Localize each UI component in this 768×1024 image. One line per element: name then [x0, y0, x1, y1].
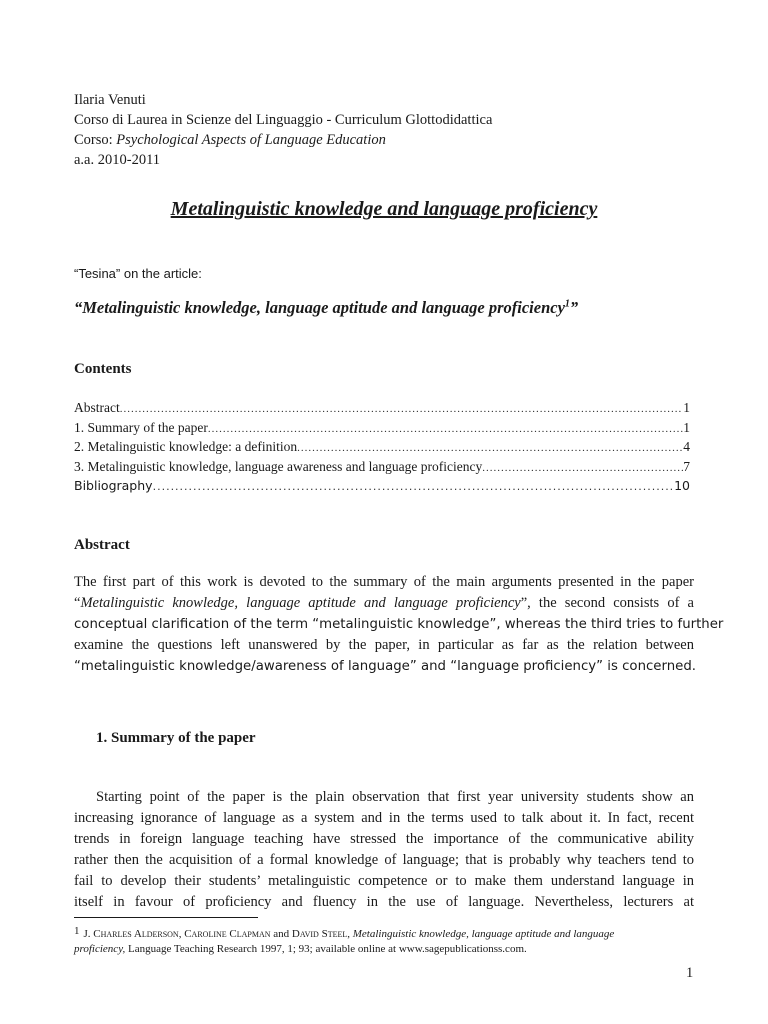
toc-leader-dots — [482, 462, 683, 474]
footnote-text: and — [270, 928, 292, 940]
toc-item — [74, 420, 690, 440]
toc-item-label: 1. Summary of the paper — [74, 419, 208, 435]
paragraph-line: increasing ignorance of language as a system and in the terms used to talk about it. In fact, recent — [74, 810, 694, 826]
corso-prefix: Corso: — [74, 132, 117, 148]
footnote-text: , — [178, 928, 185, 940]
paragraph-text: ”, the second consists of a — [520, 595, 694, 611]
paragraph-line: conceptual clarification of the term “metalinguistic knowledge”, whereas the third tries to further — [74, 617, 724, 632]
toc-item-label: Abstract — [74, 400, 120, 415]
footnote-reference: 1 — [564, 298, 570, 310]
toc-item-page: 1 — [683, 419, 690, 435]
footnote-text: , — [347, 928, 353, 940]
footnote-author: Caroline Clapman — [184, 928, 271, 940]
paragraph-line: itself in favour of proficiency and fluency in the use of language. Nevertheless, lecturers at — [74, 894, 694, 910]
paragraph-line: fail to develop their students’ metalinguistic competence or to make them understand language in — [74, 873, 694, 889]
contents-heading: Contents — [74, 361, 132, 377]
toc-item-label: 2. Metalinguistic knowledge: a definition — [74, 439, 298, 454]
tesina-line: “Tesina” on the article: — [74, 266, 202, 281]
academic-year: a.a. 2010-2011 — [74, 152, 161, 168]
footnote-text: Language Teaching Research 1997, 1; 93; available online at www.sagepublicationss.com. — [125, 943, 527, 955]
paragraph-line: Starting point of the paper is the plain observation that first year university students show an — [96, 789, 694, 805]
course-line: Corso di Laurea in Scienze del Linguaggio - Curriculum Glottodidattica — [74, 112, 493, 128]
summary-paragraph — [74, 787, 694, 913]
abstract-heading: Abstract — [74, 537, 130, 553]
page-number: 1 — [686, 965, 694, 981]
paragraph-line: “metalinguistic knowledge/awareness of language” and “language proficiency” is concerned. — [74, 659, 696, 674]
article-title-inline: Metalinguistic knowledge, language aptitude and language proficiency — [80, 595, 521, 611]
toc-item — [74, 459, 690, 479]
toc-item-label: Bibliography — [74, 478, 153, 493]
paragraph-line: The first part of this work is devoted to the summary of the main arguments presented in the paper — [74, 574, 694, 590]
toc-item-page: 7 — [683, 458, 690, 474]
article-title-close: ” — [569, 298, 579, 317]
footnote-author: David Steel — [291, 928, 348, 940]
table-of-contents — [74, 400, 690, 498]
toc-item-page: 4 — [683, 439, 690, 454]
toc-leader-dots — [120, 403, 684, 415]
corso-line — [74, 130, 386, 150]
toc-item-page: 10 — [674, 478, 690, 493]
author-name: Ilaria Venuti — [74, 92, 146, 108]
footnote-author: Charles Alderson — [93, 928, 179, 940]
footnote-mark: 1 — [74, 925, 80, 937]
footnote-text: J. — [83, 928, 94, 940]
paragraph-line: rather then the acquisition of a formal knowledge of language; that is probably why teachers tend to — [74, 852, 694, 868]
paragraph-line — [74, 593, 694, 614]
footnote-title: proficiency, — [74, 943, 126, 955]
paragraph-line: examine the questions left unanswered by the paper, in particular as far as the relation between — [74, 637, 694, 653]
footnote — [74, 924, 694, 957]
footnote-divider — [74, 917, 258, 918]
toc-item-label: 3. Metalinguistic knowledge, language awareness and language proficiency — [74, 458, 483, 474]
document-title: Metalinguistic knowledge and language proficiency — [170, 198, 598, 220]
toc-leader-dots — [297, 442, 683, 454]
article-title-text: “Metalinguistic knowledge, language aptitude and language proficiency — [74, 298, 565, 317]
toc-item — [74, 400, 690, 420]
paragraph-text: “ — [74, 595, 81, 611]
abstract-paragraph — [74, 572, 724, 677]
footnote-title: Metalinguistic knowledge, language aptitude and language — [352, 928, 615, 940]
toc-leader-dots — [208, 423, 683, 435]
section-heading: 1. Summary of the paper — [96, 730, 256, 746]
toc-item — [74, 439, 690, 459]
paragraph-line: trends in foreign language teaching have stressed the importance of the communicative ability — [74, 831, 694, 847]
toc-item — [74, 478, 690, 498]
corso-title: Psychological Aspects of Language Education — [116, 132, 386, 148]
toc-leader-dots — [153, 480, 675, 493]
article-title — [74, 298, 578, 318]
toc-item-page: 1 — [683, 400, 690, 415]
